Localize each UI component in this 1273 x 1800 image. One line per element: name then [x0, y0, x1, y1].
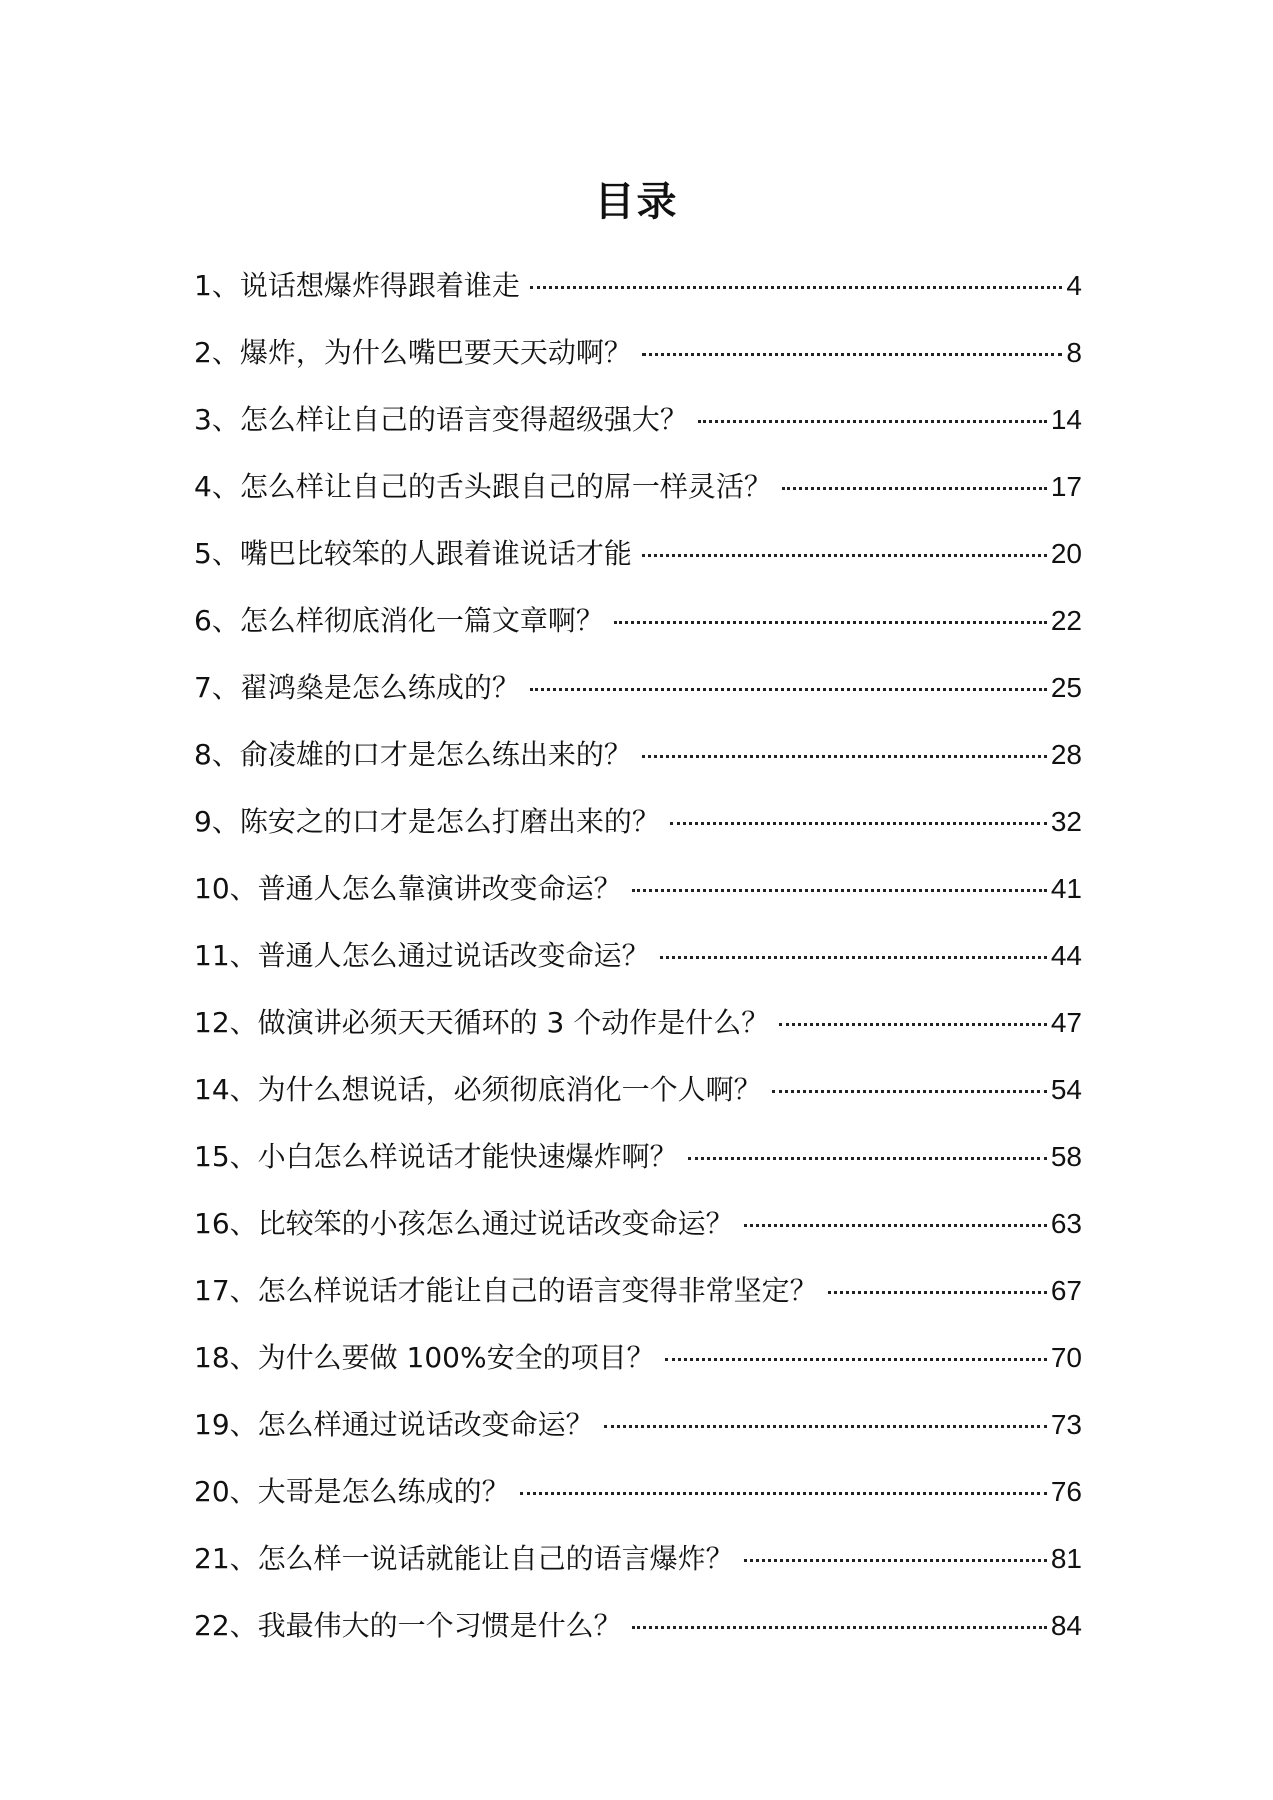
dot-leader	[530, 688, 1047, 691]
toc-entry-page-number: 70	[1050, 1342, 1082, 1373]
toc-entry-title: 18、为什么要做 100%安全的项目？	[194, 1341, 655, 1374]
toc-entry-title: 3、怎么样让自己的语言变得超级强大？	[194, 403, 688, 436]
toc-entry[interactable]	[194, 800, 1082, 867]
toc-entry[interactable]	[194, 1135, 1082, 1202]
toc-entry-title: 15、小白怎么样说话才能快速爆炸啊？	[194, 1140, 678, 1173]
dot-leader	[530, 286, 1063, 289]
toc-entry[interactable]	[194, 331, 1082, 398]
dot-leader	[642, 353, 1063, 356]
toc-entry-page-number: 8	[1066, 337, 1082, 368]
dot-leader	[779, 1023, 1047, 1026]
toc-entry-title: 1、说话想爆炸得跟着谁走	[194, 269, 520, 302]
toc-entry-page-number: 14	[1050, 404, 1082, 435]
toc-entry-title: 2、爆炸，为什么嘴巴要天天动啊？	[194, 336, 632, 369]
toc-entry[interactable]	[194, 1336, 1082, 1403]
toc-entry[interactable]	[194, 398, 1082, 465]
dot-leader	[688, 1157, 1047, 1160]
toc-entry-title: 8、俞凌雄的口才是怎么练出来的？	[194, 738, 632, 771]
toc-entry-page-number: 17	[1050, 471, 1082, 502]
toc-entry-title: 19、怎么样通过说话改变命运？	[194, 1408, 594, 1441]
toc-entry[interactable]	[194, 532, 1082, 599]
toc-entry-page-number: 22	[1050, 605, 1082, 636]
dot-leader	[828, 1291, 1047, 1294]
dot-leader	[642, 554, 1047, 557]
toc-entry[interactable]	[194, 264, 1082, 331]
toc-entry-page-number: 81	[1050, 1543, 1082, 1574]
dot-leader	[604, 1425, 1047, 1428]
dot-leader	[665, 1358, 1047, 1361]
toc-entry-page-number: 84	[1050, 1610, 1082, 1641]
toc-entry[interactable]	[194, 1001, 1082, 1068]
dot-leader	[660, 956, 1047, 959]
toc-entry-title: 16、比较笨的小孩怎么通过说话改变命运？	[194, 1207, 734, 1240]
toc-entry[interactable]	[194, 733, 1082, 800]
toc-entry-title: 7、翟鸿燊是怎么练成的？	[194, 671, 520, 704]
toc-entry-page-number: 67	[1050, 1275, 1082, 1306]
toc-entry[interactable]	[194, 599, 1082, 666]
dot-leader	[782, 487, 1047, 490]
dot-leader	[632, 1626, 1047, 1629]
toc-entry-title: 5、嘴巴比较笨的人跟着谁说话才能	[194, 537, 632, 570]
toc-entry-page-number: 4	[1066, 270, 1082, 301]
toc-entry[interactable]	[194, 1604, 1082, 1671]
toc-entry[interactable]	[194, 666, 1082, 733]
toc-entry[interactable]	[194, 867, 1082, 934]
toc-entry-title: 17、怎么样说话才能让自己的语言变得非常坚定？	[194, 1274, 818, 1307]
toc-entry[interactable]	[194, 465, 1082, 532]
toc-entry-page-number: 54	[1050, 1074, 1082, 1105]
dot-leader	[698, 420, 1047, 423]
toc-entry-title: 14、为什么想说话，必须彻底消化一个人啊？	[194, 1073, 762, 1106]
dot-leader	[744, 1224, 1047, 1227]
toc-entry-page-number: 41	[1050, 873, 1082, 904]
dot-leader	[744, 1559, 1047, 1562]
toc-entry-page-number: 25	[1050, 672, 1082, 703]
toc-entry-page-number: 28	[1050, 739, 1082, 770]
toc-entry[interactable]	[194, 1403, 1082, 1470]
toc-entry-title: 20、大哥是怎么练成的？	[194, 1475, 510, 1508]
dot-leader	[520, 1492, 1047, 1495]
toc-entry[interactable]	[194, 1470, 1082, 1537]
toc-entry-page-number: 73	[1050, 1409, 1082, 1440]
toc-entry-page-number: 47	[1050, 1007, 1082, 1038]
toc-entry-page-number: 63	[1050, 1208, 1082, 1239]
toc-entry-title: 12、做演讲必须天天循环的 3 个动作是什么？	[194, 1006, 770, 1039]
toc-entry-page-number: 76	[1050, 1476, 1082, 1507]
toc-entry-title: 10、普通人怎么靠演讲改变命运？	[194, 872, 622, 905]
page-title: 目录	[594, 179, 679, 225]
dot-leader	[632, 889, 1047, 892]
toc-entry-title: 6、怎么样彻底消化一篇文章啊？	[194, 604, 604, 637]
table-of-contents	[194, 264, 1082, 1671]
dot-leader	[772, 1090, 1047, 1093]
dot-leader	[614, 621, 1047, 624]
toc-entry-page-number: 44	[1050, 940, 1082, 971]
toc-entry-page-number: 32	[1050, 806, 1082, 837]
toc-entry-page-number: 58	[1050, 1141, 1082, 1172]
toc-entry-title: 11、普通人怎么通过说话改变命运？	[194, 939, 650, 972]
dot-leader	[642, 755, 1047, 758]
toc-entry-title: 21、怎么样一说话就能让自己的语言爆炸？	[194, 1542, 734, 1575]
toc-entry-title: 4、怎么样让自己的舌头跟自己的屌一样灵活？	[194, 470, 772, 503]
toc-entry-title: 22、我最伟大的一个习惯是什么？	[194, 1609, 622, 1642]
toc-entry[interactable]	[194, 1269, 1082, 1336]
toc-entry[interactable]	[194, 934, 1082, 1001]
toc-entry-page-number: 20	[1050, 538, 1082, 569]
toc-entry[interactable]	[194, 1537, 1082, 1604]
dot-leader	[670, 822, 1047, 825]
toc-entry[interactable]	[194, 1202, 1082, 1269]
toc-entry-title: 9、陈安之的口才是怎么打磨出来的？	[194, 805, 660, 838]
toc-entry[interactable]	[194, 1068, 1082, 1135]
